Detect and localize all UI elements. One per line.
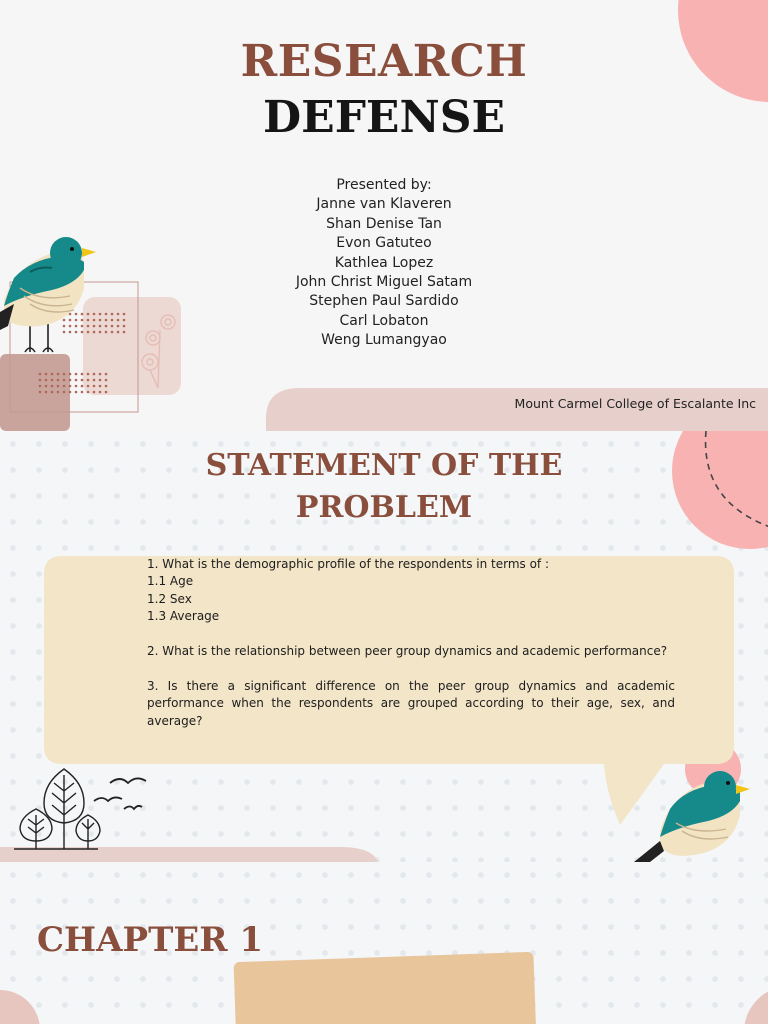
- presenters-list: [0, 176, 768, 351]
- tree-icon: [14, 769, 100, 849]
- question-1-item-sex: 1.2 Sex: [147, 591, 192, 606]
- presenter-name: Shan Denise Tan: [326, 215, 442, 232]
- question-2: 2. What is the relationship between peer group dynamics and academic performance?: [147, 644, 668, 659]
- slide-chapter-1: [0, 862, 768, 1024]
- corner-circle-decor: [744, 986, 768, 1024]
- research-questions: [147, 556, 675, 730]
- presenter-name: Weng Lumangyao: [321, 332, 447, 349]
- slide-research-defense: [0, 0, 768, 431]
- question-1-item-age: 1.1 Age: [147, 574, 194, 589]
- presenter-name: Kathlea Lopez: [334, 254, 434, 271]
- slide-statement-of-problem: [0, 431, 768, 862]
- presenter-name: John Christ Miguel Satam: [295, 274, 473, 291]
- question-3: 3. Is there a significant difference on the peer group dynamics and academic performance when the respondents are grouped according to their age, sex, and average?: [147, 678, 675, 728]
- presenter-name: Janne van Klaveren: [316, 196, 452, 213]
- question-1: 1. What is the demographic profile of the respondents in terms of :: [147, 557, 550, 571]
- title-defense: DEFENSE: [263, 92, 505, 143]
- presented-by-label: Presented by:: [336, 177, 432, 193]
- question-1-item-average: 1.3 Average: [147, 609, 220, 624]
- presenter-name: Carl Lobaton: [339, 312, 429, 329]
- presenter-name: Stephen Paul Sardido: [309, 293, 459, 310]
- title-research: RESEARCH: [240, 36, 528, 87]
- presenter-name: Evon Gatuteo: [336, 235, 432, 252]
- statement-title-line2: PROBLEM: [295, 490, 473, 525]
- chapter-title: CHAPTER 1: [36, 920, 264, 960]
- statement-title-line1: STATEMENT OF THE: [205, 448, 563, 483]
- statement-title: [0, 445, 768, 529]
- corner-circle-decor: [0, 990, 40, 1024]
- chapter-box: [234, 952, 537, 1024]
- flying-birds-icon: [94, 778, 146, 809]
- college-name: Mount Carmel College of Escalante Inc: [514, 396, 756, 411]
